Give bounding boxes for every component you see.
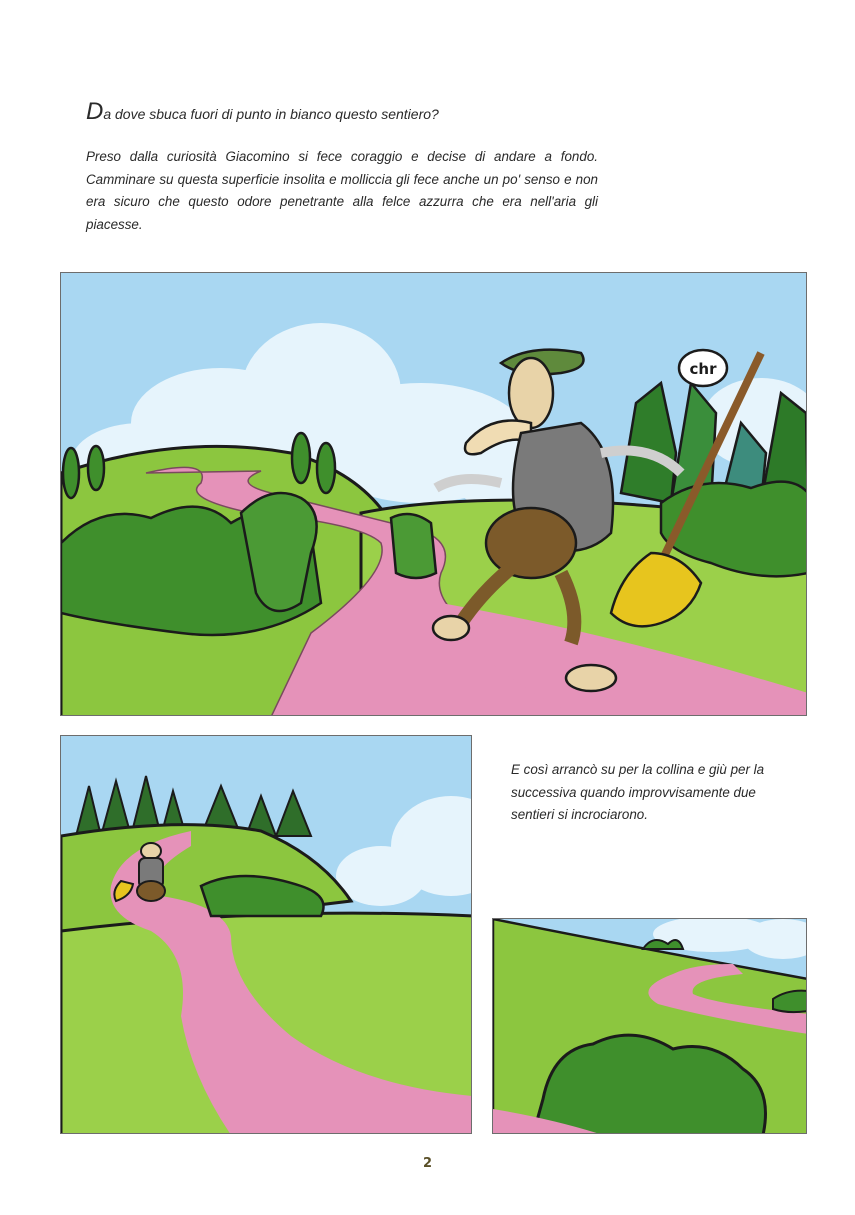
page-number: 2: [422, 1156, 433, 1171]
intro-paragraph: Preso dalla curiosità Giacomino si fece coraggio e decise di andare a fondo. Camminare su questa superficie insolita e molliccia gli fece anche un po' senso e non era sicuro che questo odore penetrante alla felce azzurra che era nell'aria gli piacesse.: [86, 149, 598, 232]
panel-caption: E così arrancò su per la collina e giù per la successiva quando improvvisamente due sentieri si incrociarono.: [511, 762, 765, 822]
panel-1-illustration: [61, 273, 807, 716]
comic-panel-3: [492, 918, 807, 1134]
title-text: a dove sbuca fuori di punto in bianco questo sentiero?: [103, 106, 439, 122]
title-dropcap: D: [86, 98, 104, 125]
speech-bubble-text: chr: [689, 360, 717, 378]
panel-3-illustration: [493, 919, 807, 1134]
panel-2-illustration: [61, 736, 472, 1134]
comic-panel-2: [60, 735, 472, 1134]
page-title: [86, 98, 686, 126]
comic-panel-1: [60, 272, 807, 716]
